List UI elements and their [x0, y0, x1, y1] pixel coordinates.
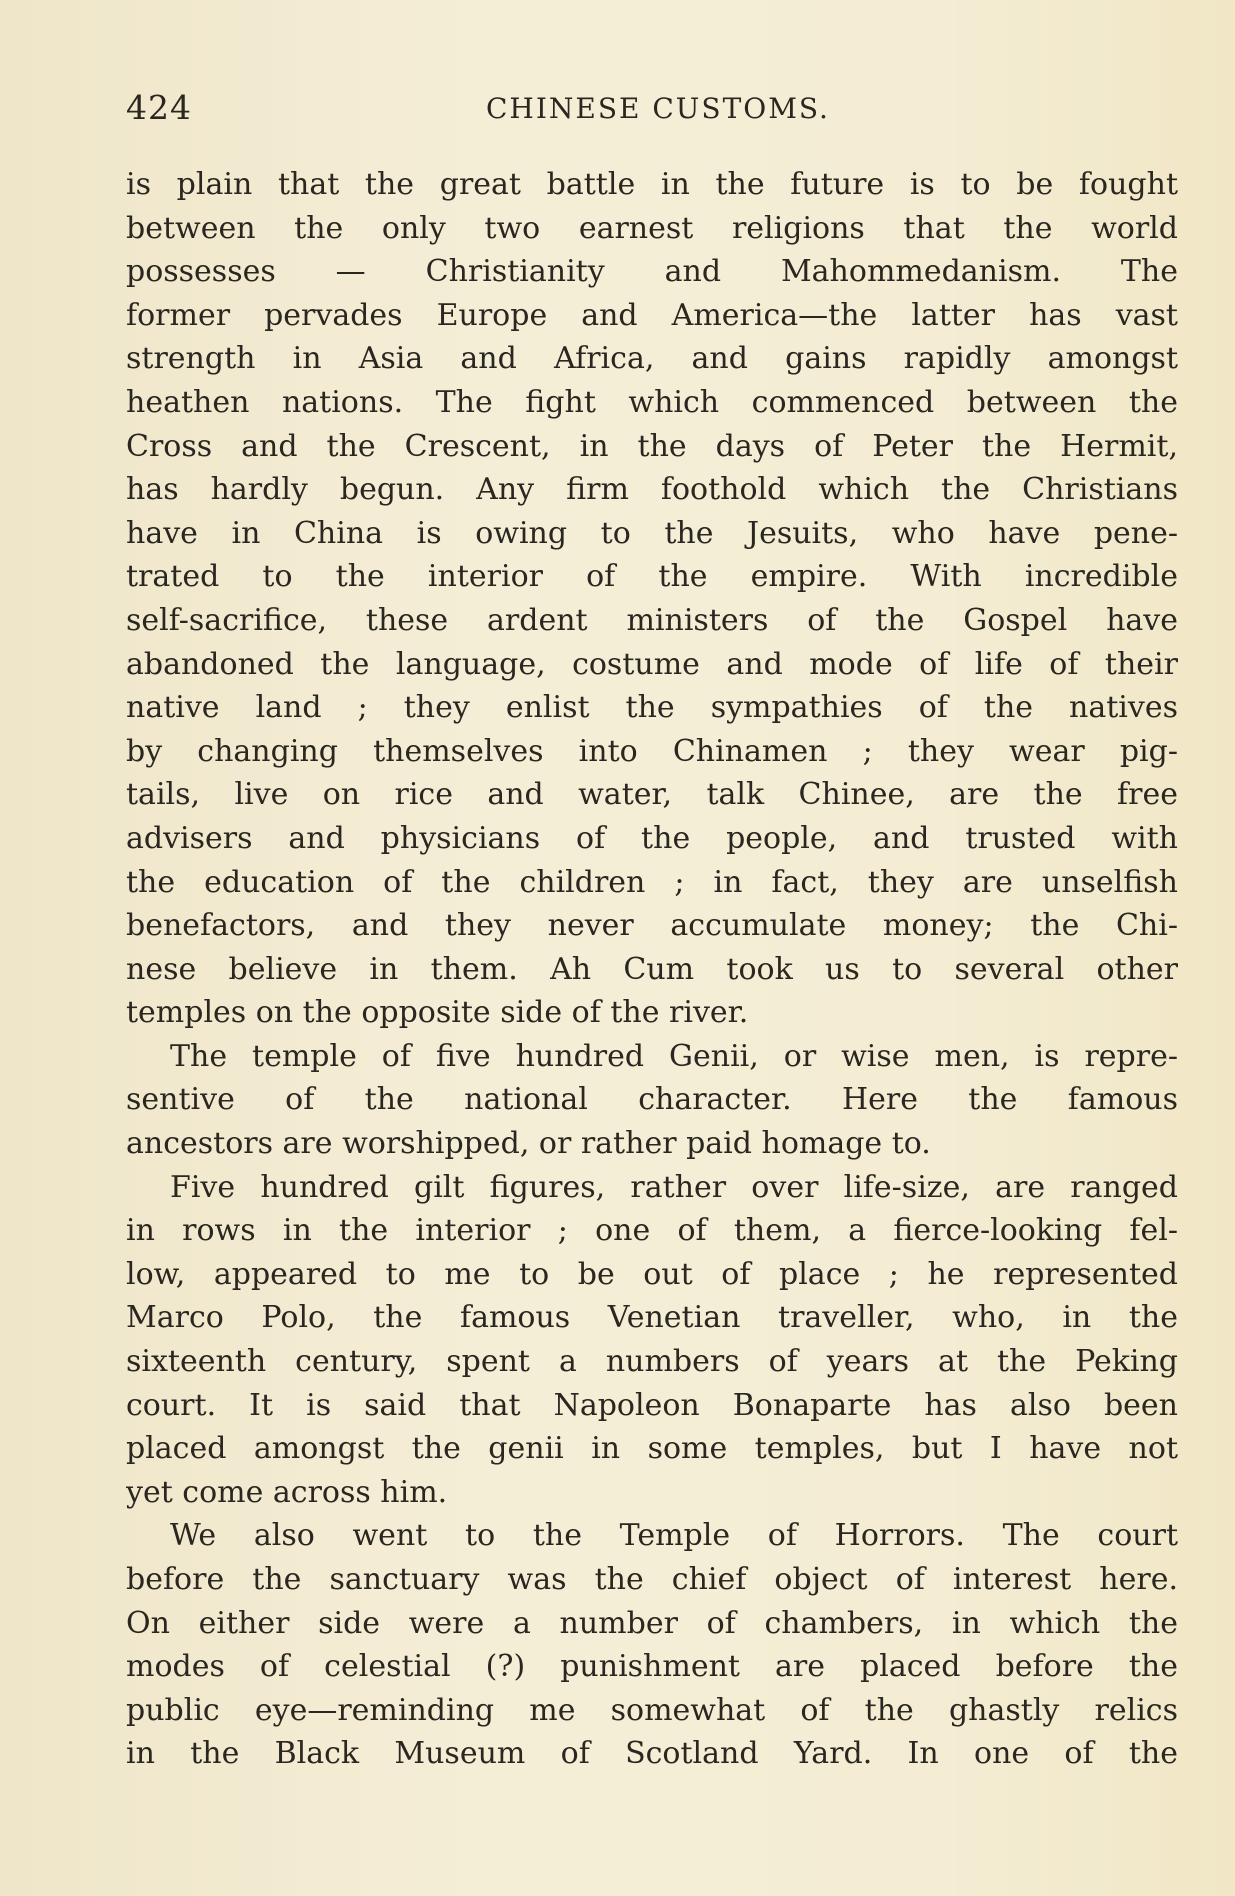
text-line: tails, live on rice and water, talk Chinee, are the free: [126, 777, 1178, 813]
text-line: have in China is owing to the Jesuits, who have pene-: [126, 515, 1178, 551]
text-line: modes of celestial (?) punishment are placed before the: [126, 1649, 1178, 1685]
text-line: has hardly begun. Any firm foothold which the Christians: [126, 472, 1178, 508]
text-line: in the Black Museum of Scotland Yard. In one of the: [126, 1736, 1178, 1772]
text-line: native land ; they enlist the sympathies of the natives: [126, 690, 1178, 726]
text-line: trated to the interior of the empire. With incredible: [126, 559, 1178, 595]
text-line: heathen nations. The fight which commenced between the: [126, 384, 1178, 420]
text-line: benefactors, and they never accumulate money; the Chi-: [126, 908, 1178, 944]
running-head: [126, 88, 1182, 138]
text-line: in rows in the interior ; one of them, a fierce-looking fel-: [126, 1213, 1178, 1249]
text-line: abandoned the language, costume and mode of life of their: [126, 646, 1178, 682]
text-line: ancestors are worshipped, or rather paid homage to.: [126, 1126, 931, 1162]
text-line: Marco Polo, the famous Venetian traveller, who, in the: [126, 1300, 1178, 1336]
text-line: possesses — Christianity and Mahommedanism. The: [126, 254, 1178, 290]
text-line: advisers and physicians of the people, and trusted with: [126, 820, 1178, 856]
text-line: the education of the children ; in fact, they are unselfish: [126, 864, 1178, 900]
text-line: placed amongst the genii in some temples, but I have not: [126, 1431, 1178, 1467]
text-line: by changing themselves into Chinamen ; they wear pig-: [126, 733, 1178, 769]
text-line: We also went to the Temple of Horrors. The court: [170, 1518, 1178, 1554]
text-line: Five hundred gilt figures, rather over life-size, are ranged: [170, 1169, 1178, 1205]
body-text: [126, 163, 1178, 1776]
text-line: court. It is said that Napoleon Bonaparte has also been: [126, 1387, 1178, 1423]
text-line: low, appeared to me to be out of place ; he represented: [126, 1256, 1178, 1292]
text-line: before the sanctuary was the chief object of interest here.: [126, 1562, 1178, 1597]
running-title: CHINESE CUSTOMS.: [486, 92, 830, 125]
page-number: 424: [126, 88, 192, 127]
text-line: self-sacrifice, these ardent ministers of the Gospel have: [126, 602, 1178, 638]
text-line: The temple of five hundred Genii, or wise men, is repre-: [170, 1038, 1178, 1074]
text-line: is plain that the great battle in the future is to be fought: [126, 167, 1178, 202]
text-line: former pervades Europe and America—the latter has vast: [126, 297, 1178, 333]
text-line: Cross and the Crescent, in the days of Peter the Hermit,: [126, 428, 1178, 464]
text-line: temples on the opposite side of the river.: [126, 995, 749, 1031]
text-line: sixteenth century, spent a numbers of years at the Peking: [126, 1344, 1178, 1380]
text-line: sentive of the national character. Here the famous: [126, 1082, 1178, 1118]
text-line: On either side were a number of chambers, in which the: [126, 1605, 1178, 1641]
text-line: public eye—reminding me somewhat of the ghastly relics: [126, 1692, 1178, 1728]
text-line: between the only two earnest religions that the world: [126, 210, 1178, 246]
text-line: yet come across him.: [126, 1474, 448, 1510]
text-line: nese believe in them. Ah Cum took us to several other: [126, 951, 1178, 987]
text-line: strength in Asia and Africa, and gains rapidly amongst: [126, 341, 1178, 377]
